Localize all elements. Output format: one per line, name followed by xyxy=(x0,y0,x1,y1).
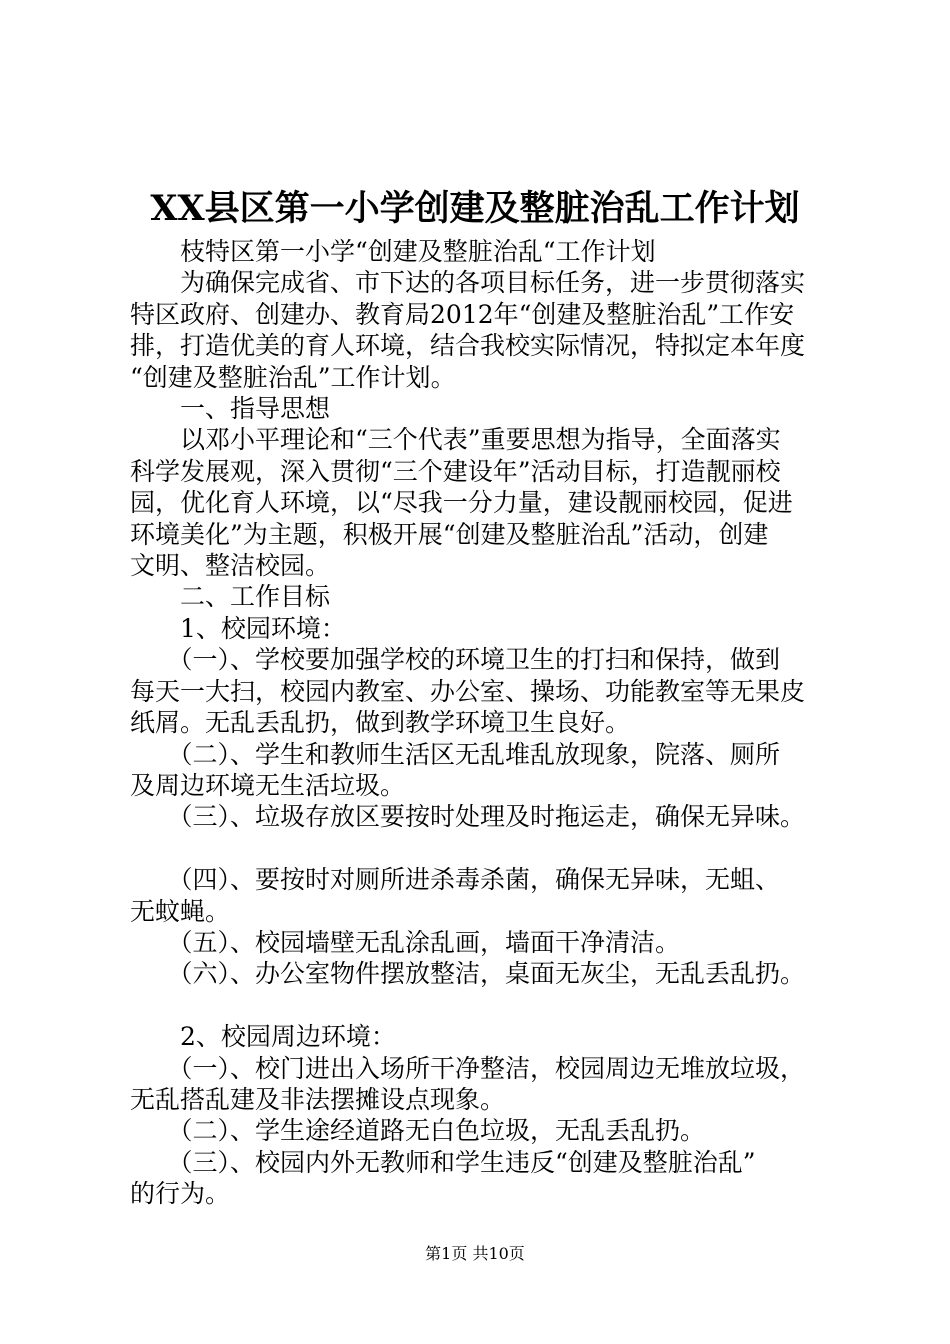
body-line: （三）、垃圾存放区要按时处理及时拖运走，确保无异味。 xyxy=(130,802,806,832)
document-body xyxy=(130,236,830,1210)
body-line: （一）、学校要加强学校的环境卫生的打扫和保持，做到 xyxy=(130,645,781,675)
body-line: “创建及整脏治乱”工作计划。 xyxy=(130,362,456,392)
body-line: 文明、整洁校园。 xyxy=(130,551,331,581)
body-line: 每天一大扫，校园内教室、办公室、操场、功能教室等无果皮 xyxy=(130,676,806,706)
body-line: （六）、办公室物件摆放整洁，桌面无灰尘，无乱丢乱扔。 xyxy=(130,959,806,989)
body-line: 科学发展观，深入贯彻“三个建设年”活动目标，打造靓丽校 xyxy=(130,456,781,486)
body-line: 及周边环境无生活垃圾。 xyxy=(130,770,406,800)
subsection-heading: 2、校园周边环境： xyxy=(130,1022,396,1052)
body-line: 的行为。 xyxy=(130,1179,231,1209)
blank-line xyxy=(130,833,830,864)
blank-line xyxy=(130,990,830,1021)
section-heading: 一、指导思想 xyxy=(130,394,331,424)
body-line: 无乱搭乱建及非法摆摊设点现象。 xyxy=(130,1084,506,1114)
body-line: 环境美化”为主题，积极开展“创建及整脏治乱”活动，创建 xyxy=(130,519,769,549)
section-heading: 二、工作目标 xyxy=(130,582,331,612)
body-line: 园，优化育人环境，以“尽我一分力量，建设靓丽校园，促进 xyxy=(130,488,793,518)
body-line: 为确保完成省、市下达的各项目标任务，进一步贯彻落实 xyxy=(130,268,806,298)
body-line: 特区政府、创建办、教育局2012年“创建及整脏治乱”工作安 xyxy=(130,299,795,329)
body-line: （二）、学生和教师生活区无乱堆乱放现象，院落、厕所 xyxy=(130,739,781,769)
body-line: （二）、学生途经道路无白色垃圾，无乱丢乱扔。 xyxy=(130,1116,706,1146)
body-line: 枝特区第一小学“创建及整脏治乱“工作计划 xyxy=(130,237,656,266)
page-footer: 第1页 共10页 xyxy=(425,1244,525,1263)
body-line: 纸屑。无乱丢乱扔，做到教学环境卫生良好。 xyxy=(130,708,631,738)
body-line: （五）、校园墙壁无乱涂乱画，墙面干净清洁。 xyxy=(130,927,681,957)
document-title: XX县区第一小学创建及整脏治乱工作计划 xyxy=(150,188,800,229)
body-line: 排，打造优美的育人环境，结合我校实际情况，特拟定本年度 xyxy=(130,331,806,361)
subsection-heading: 1、校园环境： xyxy=(130,613,346,643)
body-line: （一）、校门进出入场所干净整洁，校园周边无堆放垃圾， xyxy=(130,1053,806,1083)
body-line: （三）、校园内外无教师和学生违反“创建及整脏治乱” xyxy=(130,1147,756,1177)
body-line: 无蚊蝇。 xyxy=(130,896,231,926)
body-line: （四）、要按时对厕所进杀毒杀菌，确保无异味，无蛆、 xyxy=(130,865,781,895)
body-line: 以邓小平理论和“三个代表”重要思想为指导，全面落实 xyxy=(130,425,781,455)
